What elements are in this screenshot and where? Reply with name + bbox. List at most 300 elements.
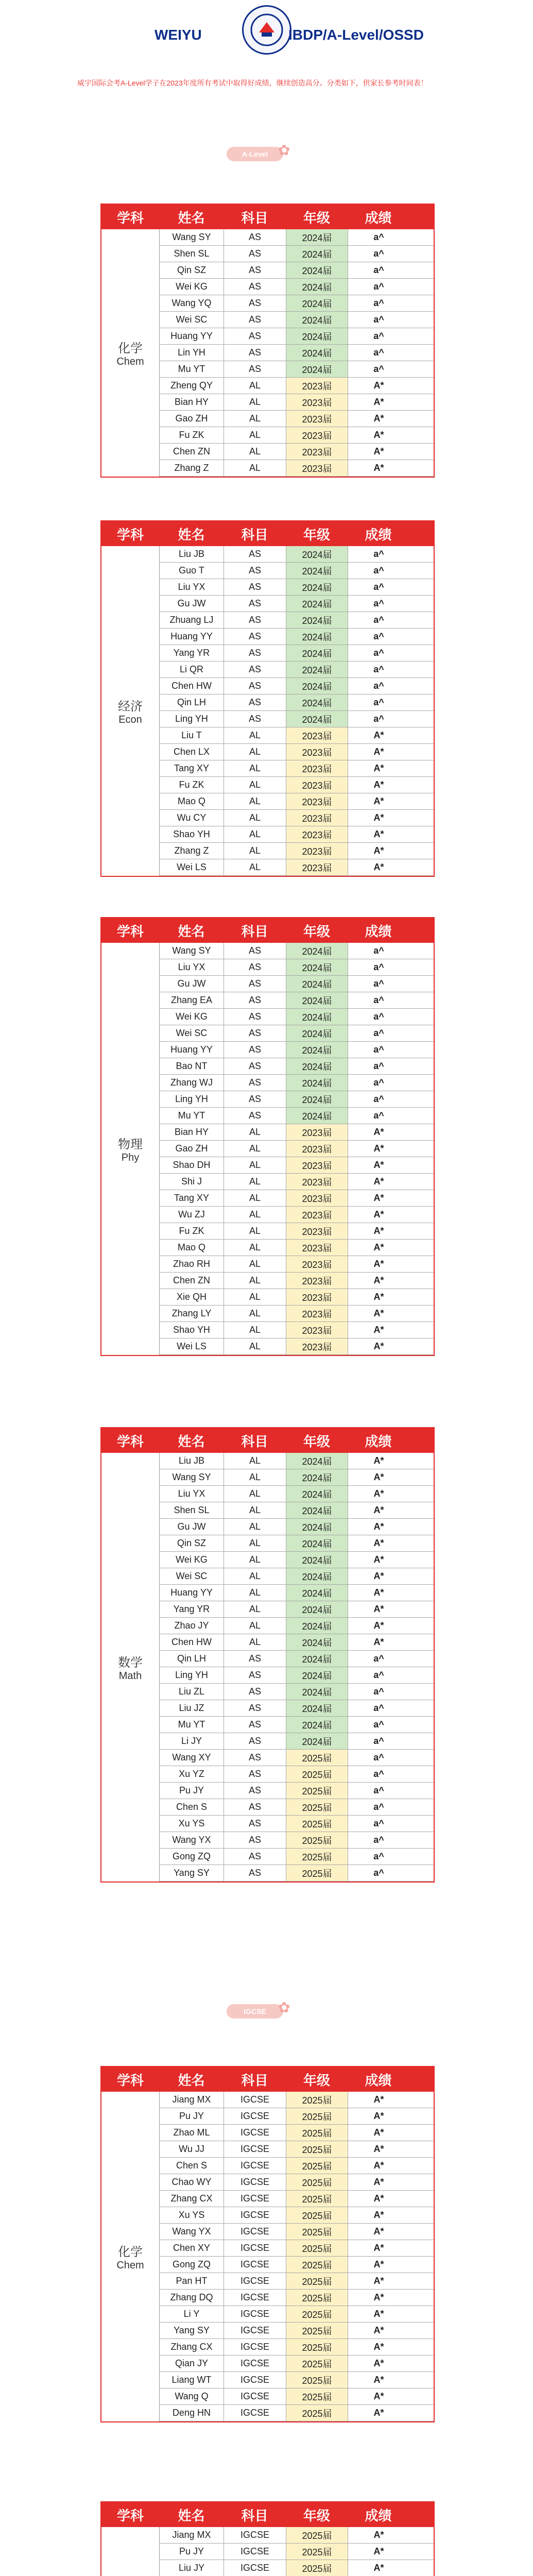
grade: A* [373, 1176, 384, 1187]
table-row [160, 229, 434, 246]
course-level: AS [224, 295, 286, 311]
grade: A* [373, 2226, 384, 2236]
grade: A* [373, 2127, 384, 2138]
subject-cell [101, 943, 160, 1355]
grade: a^ [373, 331, 384, 341]
grade: a^ [373, 1785, 384, 1795]
table-row [160, 1832, 434, 1849]
graduation-year: 2024届 [286, 662, 348, 677]
graduation-year: 2024届 [286, 1552, 348, 1568]
graduation-year: 2024届 [286, 1009, 348, 1025]
graduation-year: 2024届 [286, 629, 348, 645]
course-level: AS [224, 976, 286, 992]
course-level: AL [224, 1256, 286, 1272]
table-row [160, 2323, 434, 2339]
grade: A* [373, 1637, 384, 1647]
graduation-year: 2024届 [286, 345, 348, 361]
graduation-year: 2025届 [286, 2108, 348, 2124]
student-name: Wei SC [160, 312, 224, 328]
course-level: AL [224, 1585, 286, 1601]
grade: A* [373, 1455, 384, 1466]
table-row [160, 2240, 434, 2257]
grade: a^ [373, 265, 384, 275]
student-name: Wang YX [160, 2224, 224, 2240]
table-row [160, 777, 434, 793]
table-row [160, 361, 434, 378]
student-name: Tang XY [160, 1190, 224, 1206]
student-name: Wang SY [160, 943, 224, 959]
course-level: AS [224, 1058, 286, 1074]
column-header: 科目 [241, 2507, 268, 2523]
table-header [101, 205, 434, 229]
student-name: Zhang LY [160, 1306, 224, 1321]
results-table [100, 2501, 435, 2576]
student-name: Jiang MX [160, 2527, 224, 2543]
graduation-year: 2024届 [286, 1568, 348, 1584]
grade: A* [373, 1554, 384, 1565]
table-row [160, 1042, 434, 1058]
course-level: IGCSE [224, 2092, 286, 2108]
course-level: AL [224, 826, 286, 842]
course-level: AS [224, 262, 286, 278]
course-level: IGCSE [224, 2306, 286, 2322]
table-row [160, 1306, 434, 1322]
grade: a^ [373, 978, 384, 989]
subject-cell [101, 546, 160, 876]
graduation-year: 2025届 [286, 2544, 348, 2560]
graduation-year: 2024届 [286, 1667, 348, 1683]
course-level: AS [224, 1717, 286, 1733]
graduation-year: 2025届 [286, 2290, 348, 2306]
table-row [160, 662, 434, 678]
column-header: 学科 [116, 1433, 144, 1449]
course-level: AS [224, 312, 286, 328]
grade: a^ [373, 281, 384, 292]
grade: a^ [373, 1719, 384, 1730]
student-name: Zhang CX [160, 2339, 224, 2355]
course-level: AS [224, 1750, 286, 1766]
course-level: AS [224, 1700, 286, 1716]
graduation-year: 2024届 [286, 563, 348, 579]
grade: A* [373, 1193, 384, 1203]
student-name: Qin LH [160, 694, 224, 710]
graduation-year: 2025届 [286, 2527, 348, 2543]
grade: a^ [373, 298, 384, 308]
column-header: 年级 [303, 2072, 330, 2088]
graduation-year: 2024届 [286, 694, 348, 710]
graduation-year: 2024届 [286, 1733, 348, 1749]
course-level: AS [224, 1799, 286, 1815]
grade: A* [373, 1341, 384, 1351]
graduation-year: 2025届 [286, 1750, 348, 1766]
grade: A* [373, 2358, 384, 2368]
student-name: Wang Q [160, 2388, 224, 2404]
grade: A* [373, 2325, 384, 2335]
student-name: Shen SL [160, 1502, 224, 1518]
table-header [101, 521, 434, 546]
course-level: IGCSE [224, 2240, 286, 2256]
results-table [100, 204, 435, 478]
course-level: AL [224, 1469, 286, 1485]
graduation-year: 2025届 [286, 2306, 348, 2322]
course-level: AL [224, 1223, 286, 1239]
graduation-year: 2025届 [286, 1865, 348, 1881]
grade: a^ [373, 1670, 384, 1680]
student-name: Gong ZQ [160, 2257, 224, 2273]
table-row [160, 2273, 434, 2290]
student-name: Gu JW [160, 976, 224, 992]
course-level: AL [224, 777, 286, 793]
grade: A* [373, 1587, 384, 1598]
student-name: Chen S [160, 2158, 224, 2174]
student-name: Liu T [160, 727, 224, 743]
table-row [160, 1816, 434, 1832]
grade: a^ [373, 1851, 384, 1861]
course-level: AS [224, 1108, 286, 1124]
course-level: AS [224, 1733, 286, 1749]
student-name: Shao YH [160, 1322, 224, 1338]
course-level: IGCSE [224, 2527, 286, 2543]
graduation-year: 2025届 [286, 2224, 348, 2240]
graduation-year: 2025届 [286, 1799, 348, 1815]
student-name: Ling YH [160, 711, 224, 727]
table-row [160, 1174, 434, 1190]
table-row [160, 1733, 434, 1750]
grade: A* [373, 1325, 384, 1335]
column-header: 学科 [116, 2072, 144, 2088]
student-name: Wu CY [160, 810, 224, 826]
table-row [160, 2191, 434, 2207]
graduation-year: 2023届 [286, 427, 348, 443]
grade: A* [373, 1259, 384, 1269]
grade: A* [373, 1127, 384, 1137]
student-name: Zhao RH [160, 1256, 224, 1272]
student-name: Chen LX [160, 744, 224, 760]
table-row [160, 1700, 434, 1717]
table-row [160, 1535, 434, 1552]
course-level: AL [224, 444, 286, 460]
graduation-year: 2024届 [286, 1535, 348, 1551]
student-name: Guo T [160, 563, 224, 579]
grade: A* [373, 2276, 384, 2286]
grade: a^ [373, 648, 384, 658]
course-level: AL [224, 1190, 286, 1206]
student-name: Li JY [160, 1733, 224, 1749]
student-name: Xu YS [160, 2207, 224, 2223]
table-row [160, 2158, 434, 2174]
school-logo-icon [242, 5, 291, 55]
student-name: Liu YX [160, 579, 224, 595]
graduation-year: 2025届 [286, 2191, 348, 2207]
table-row [160, 1256, 434, 1273]
course-level: IGCSE [224, 2323, 286, 2338]
student-name: Wang SY [160, 229, 224, 245]
grade: A* [373, 1472, 384, 1482]
student-name: Bao NT [160, 1058, 224, 1074]
graduation-year: 2024届 [286, 1469, 348, 1485]
column-header: 学科 [116, 923, 144, 939]
grade: A* [373, 1308, 384, 1318]
grade: A* [373, 812, 384, 823]
subject-zh: 物理 [118, 1138, 143, 1151]
grade: A* [373, 845, 384, 856]
table-row [160, 1240, 434, 1256]
grade: a^ [373, 631, 384, 641]
course-level: AS [224, 328, 286, 344]
table-row [160, 460, 434, 477]
grade: A* [373, 2144, 384, 2154]
course-level: AS [224, 1865, 286, 1881]
table-row [160, 345, 434, 361]
graduation-year: 2024届 [286, 328, 348, 344]
table-row [160, 1717, 434, 1733]
table-header [101, 918, 434, 943]
course-level: AS [224, 959, 286, 975]
student-name: Wang YQ [160, 295, 224, 311]
course-level: IGCSE [224, 2388, 286, 2404]
course-level: AS [224, 1667, 286, 1683]
grade: a^ [373, 598, 384, 608]
graduation-year: 2023届 [286, 1256, 348, 1272]
course-level: AS [224, 596, 286, 612]
grade: a^ [373, 1703, 384, 1713]
course-level: AS [224, 678, 286, 694]
course-level: AL [224, 378, 286, 394]
course-level: IGCSE [224, 2290, 286, 2306]
graduation-year: 2023届 [286, 727, 348, 743]
student-name: Chen XY [160, 2240, 224, 2256]
graduation-year: 2023届 [286, 1207, 348, 1223]
grade: a^ [373, 962, 384, 972]
student-name: Huang YY [160, 1585, 224, 1601]
student-name: Xie QH [160, 1289, 224, 1305]
section-tag-igcse [221, 1999, 304, 2022]
grade: a^ [373, 1818, 384, 1828]
grade: A* [373, 1521, 384, 1532]
grade: a^ [373, 1835, 384, 1845]
student-name: Qin LH [160, 1651, 224, 1667]
graduation-year: 2024届 [286, 992, 348, 1008]
graduation-year: 2024届 [286, 943, 348, 959]
table-row [160, 1141, 434, 1157]
grade: a^ [373, 1077, 384, 1088]
student-name: Liu JZ [160, 1700, 224, 1716]
graduation-year: 2024届 [286, 612, 348, 628]
grade: a^ [373, 549, 384, 559]
course-level: AL [224, 727, 286, 743]
grade: a^ [373, 1011, 384, 1022]
course-level: AS [224, 279, 286, 295]
subject-zh: 数学 [118, 1656, 143, 1670]
graduation-year: 2023届 [286, 1141, 348, 1157]
grade: A* [373, 1275, 384, 1285]
grade: A* [373, 2546, 384, 2556]
student-name: Zhao JY [160, 1618, 224, 1634]
graduation-year: 2024届 [286, 596, 348, 612]
table-row [160, 1766, 434, 1783]
course-level: AS [224, 629, 286, 645]
course-level: IGCSE [224, 2108, 286, 2124]
column-header: 学科 [116, 210, 144, 226]
table-row [160, 1338, 434, 1355]
graduation-year: 2024届 [286, 246, 348, 262]
table-row [160, 744, 434, 760]
graduation-year: 2023届 [286, 810, 348, 826]
column-header: 姓名 [178, 2072, 205, 2088]
table-row [160, 1585, 434, 1601]
column-header: 成绩 [365, 210, 392, 226]
graduation-year: 2025届 [286, 2339, 348, 2355]
graduation-year: 2023届 [286, 760, 348, 776]
table-row [160, 2207, 434, 2224]
graduation-year: 2023届 [286, 378, 348, 394]
graduation-year: 2025届 [286, 2372, 348, 2388]
grade: A* [373, 2177, 384, 2187]
results-table [100, 2066, 435, 2422]
course-level: AS [224, 711, 286, 727]
column-header: 姓名 [178, 2507, 205, 2523]
student-name: Tang XY [160, 760, 224, 776]
column-header: 年级 [303, 527, 330, 543]
grade: a^ [373, 1044, 384, 1055]
table-row [160, 1519, 434, 1535]
column-header: 学科 [116, 527, 144, 543]
course-level: AS [224, 229, 286, 245]
grade: A* [373, 1604, 384, 1614]
grade: a^ [373, 1061, 384, 1071]
course-level: IGCSE [224, 2339, 286, 2355]
table-row [160, 1849, 434, 1865]
graduation-year: 2024届 [286, 1486, 348, 1502]
table-row [160, 1223, 434, 1240]
column-header: 科目 [241, 2072, 268, 2088]
student-name: Zheng QY [160, 378, 224, 394]
graduation-year: 2024届 [286, 1601, 348, 1617]
table-row [160, 1025, 434, 1042]
student-name: Gao ZH [160, 1141, 224, 1157]
table-row [160, 959, 434, 976]
grade: A* [373, 2193, 384, 2204]
subject-en: Math [118, 1670, 142, 1682]
course-level: AS [224, 1832, 286, 1848]
student-name: Chao WY [160, 2174, 224, 2190]
table-row [160, 612, 434, 629]
student-name: Liu ZL [160, 1684, 224, 1700]
course-level: AL [224, 1519, 286, 1535]
course-level: IGCSE [224, 2224, 286, 2240]
student-name: Chen HW [160, 678, 224, 694]
subject-en: Chem [116, 356, 144, 367]
column-header: 年级 [303, 2507, 330, 2523]
graduation-year: 2024届 [286, 1075, 348, 1091]
subject-en: Chem [116, 2260, 144, 2271]
brand-right-text: IBDP/A-Level/OSSD [288, 27, 424, 43]
student-name: Gu JW [160, 596, 224, 612]
course-level: AS [224, 943, 286, 959]
grade: a^ [373, 565, 384, 575]
grade: a^ [373, 1110, 384, 1121]
course-level: IGCSE [224, 2174, 286, 2190]
course-level: IGCSE [224, 2207, 286, 2223]
course-level: AS [224, 246, 286, 262]
graduation-year: 2025届 [286, 1766, 348, 1782]
student-name: Zhang DQ [160, 2290, 224, 2306]
column-header: 科目 [241, 923, 268, 939]
course-level: IGCSE [224, 2257, 286, 2273]
table-row [160, 843, 434, 859]
column-header: 姓名 [178, 923, 205, 939]
table-row [160, 976, 434, 992]
graduation-year: 2025届 [286, 2323, 348, 2338]
grade: A* [373, 430, 384, 440]
graduation-year: 2025届 [286, 2355, 348, 2371]
grade: a^ [373, 664, 384, 674]
grade: A* [373, 829, 384, 839]
table-row [160, 2339, 434, 2355]
grade: A* [373, 1571, 384, 1581]
table-row [160, 1651, 434, 1667]
table-row [160, 826, 434, 843]
course-level: AL [224, 1240, 286, 1256]
graduation-year: 2024届 [286, 1618, 348, 1634]
graduation-year: 2024届 [286, 312, 348, 328]
course-level: AS [224, 1783, 286, 1799]
column-header: 成绩 [365, 2072, 392, 2088]
course-level: AS [224, 612, 286, 628]
table-row [160, 2372, 434, 2388]
grade: A* [373, 463, 384, 473]
course-level: AL [224, 1568, 286, 1584]
table-row [160, 546, 434, 563]
graduation-year: 2023届 [286, 460, 348, 476]
graduation-year: 2024届 [286, 1585, 348, 1601]
course-level: AL [224, 744, 286, 760]
graduation-year: 2025届 [286, 2257, 348, 2273]
student-name: Yang SY [160, 1865, 224, 1881]
course-level: AL [224, 394, 286, 410]
course-level: AL [224, 1502, 286, 1518]
grade: A* [373, 2342, 384, 2352]
table-row [160, 2092, 434, 2108]
student-name: Gao ZH [160, 411, 224, 427]
course-level: AS [224, 579, 286, 595]
subject-cell [101, 2527, 160, 2576]
student-name: Zhang WJ [160, 1075, 224, 1091]
student-name: Zhang Z [160, 460, 224, 476]
graduation-year: 2024届 [286, 959, 348, 975]
student-name: Mu YT [160, 361, 224, 377]
subject-en: Phy [121, 1152, 140, 1163]
graduation-year: 2023届 [286, 1223, 348, 1239]
table-row [160, 427, 434, 444]
section-tag-alevel [221, 142, 304, 164]
student-name: Huang YY [160, 1042, 224, 1058]
table-row [160, 279, 434, 295]
graduation-year: 2023届 [286, 1190, 348, 1206]
course-level: AL [224, 1601, 286, 1617]
page-header [0, 0, 533, 62]
table-row [160, 563, 434, 579]
table-row [160, 378, 434, 394]
course-level: AL [224, 427, 286, 443]
student-name: Chen HW [160, 1634, 224, 1650]
student-name: Zhang CX [160, 2191, 224, 2207]
graduation-year: 2024届 [286, 262, 348, 278]
brand-left-text: WEIYU [154, 27, 202, 43]
table-row [160, 1207, 434, 1223]
graduation-year: 2024届 [286, 1042, 348, 1058]
grade: A* [373, 397, 384, 407]
